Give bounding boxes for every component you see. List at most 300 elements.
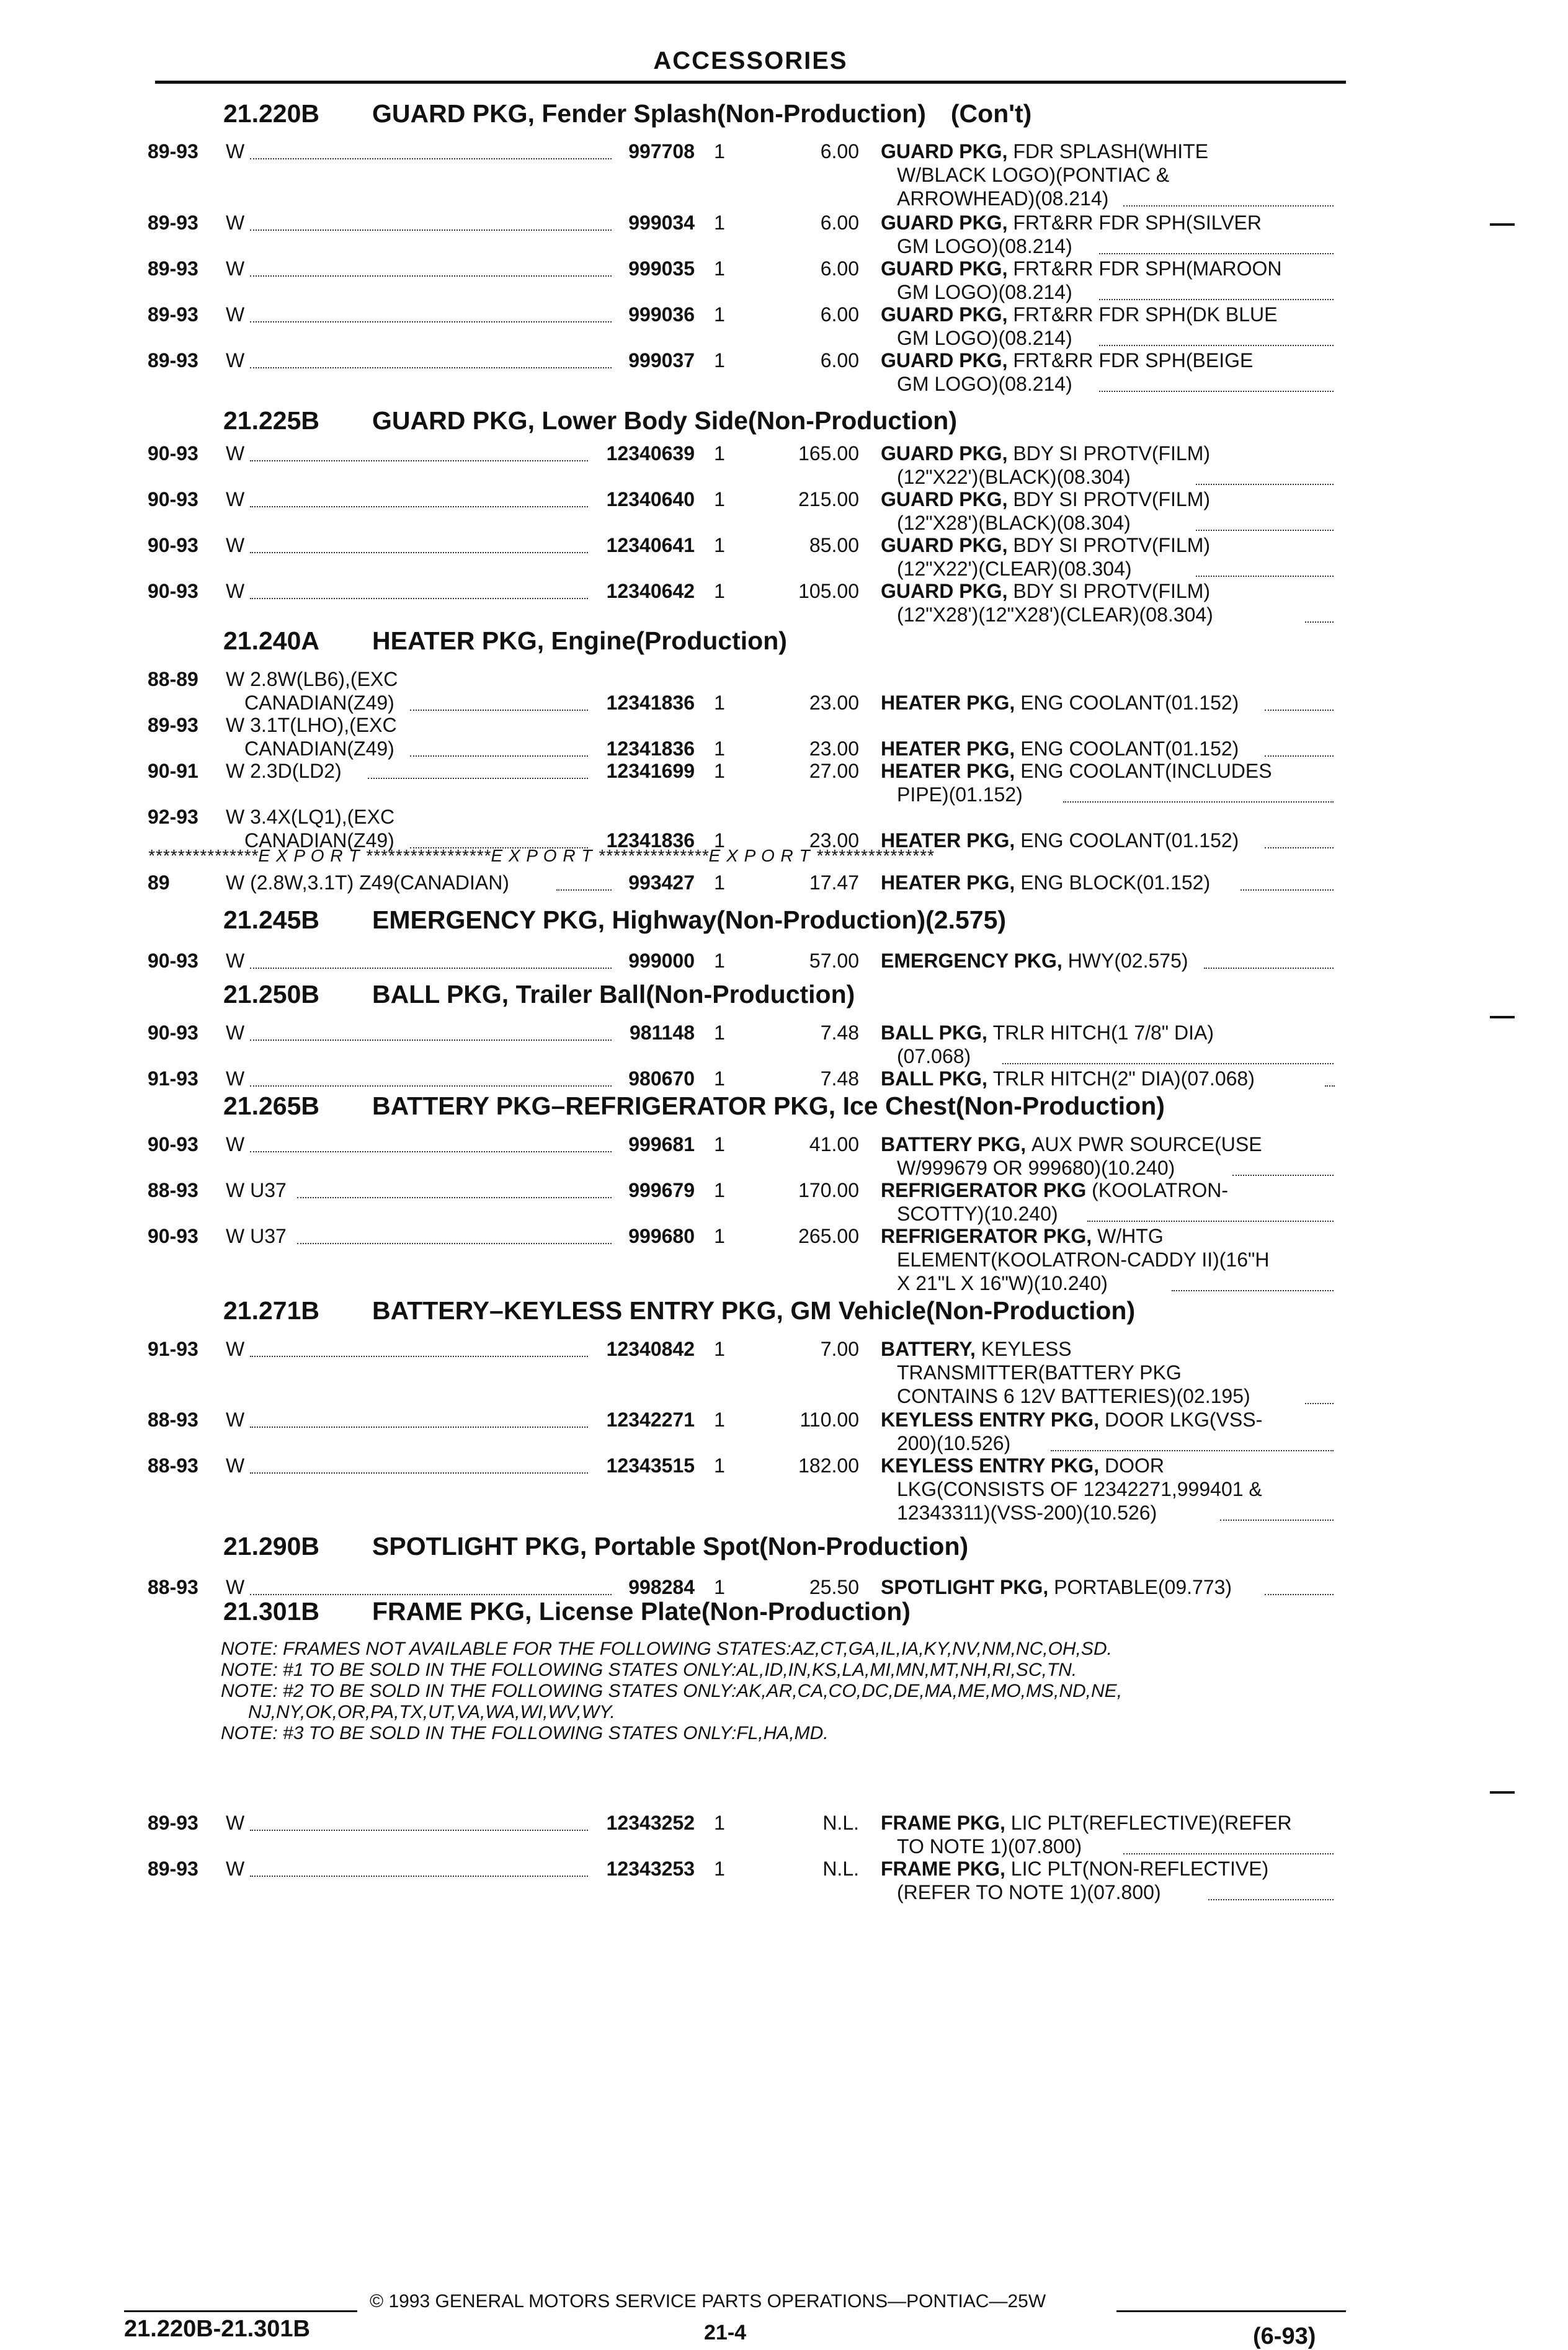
description-continued: 12343311)(VSS-200)(10.526) bbox=[897, 1502, 1157, 1524]
description bbox=[881, 1021, 1214, 1044]
description-keyword: GUARD PKG, bbox=[881, 211, 1013, 234]
application: W 2.8W(LB6),(EXC bbox=[226, 668, 398, 690]
description bbox=[881, 1454, 1164, 1477]
description-keyword: BATTERY, bbox=[881, 1338, 981, 1360]
section-heading bbox=[223, 906, 1006, 935]
description-text: ENG BLOCK(01.152) bbox=[1020, 871, 1211, 894]
description-keyword: GUARD PKG, bbox=[881, 349, 1013, 372]
part-number: 12343515 bbox=[606, 1454, 695, 1477]
note-line: NJ,NY,OK,OR,PA,TX,UT,VA,WA,WI,WV,WY. bbox=[248, 1702, 615, 1722]
quantity: 1 bbox=[714, 1021, 725, 1044]
description-keyword: GUARD PKG, bbox=[881, 303, 1013, 326]
application: W bbox=[226, 1812, 245, 1834]
leader-dots bbox=[250, 598, 588, 599]
section-number: 21.301B bbox=[223, 1597, 320, 1626]
section-heading bbox=[223, 1296, 1135, 1325]
description-continued: GM LOGO)(08.214) bbox=[897, 373, 1072, 395]
description bbox=[881, 871, 1210, 894]
description-keyword: HEATER PKG, bbox=[881, 737, 1021, 760]
section-number: 21.250B bbox=[223, 980, 320, 1008]
application: W bbox=[226, 1409, 245, 1431]
part-number: 998284 bbox=[628, 1576, 695, 1598]
description-keyword: SPOTLIGHT PKG, bbox=[881, 1576, 1054, 1598]
model-years: 89-93 bbox=[148, 257, 198, 280]
part-number: 12343252 bbox=[606, 1812, 695, 1834]
leader-dots bbox=[410, 755, 588, 757]
section-number: 21.265B bbox=[223, 1092, 320, 1120]
part-number: 981148 bbox=[629, 1021, 695, 1044]
section-number: 21.220B bbox=[223, 99, 320, 128]
model-years: 89-93 bbox=[148, 303, 198, 326]
leader-dots-trailing bbox=[1123, 1853, 1334, 1854]
leader-dots bbox=[250, 1426, 588, 1428]
price: 215.00 bbox=[798, 488, 859, 510]
margin-tick-mark bbox=[1490, 1016, 1515, 1018]
price: 7.48 bbox=[820, 1021, 859, 1044]
quantity: 1 bbox=[714, 871, 725, 894]
application: W bbox=[226, 442, 245, 465]
price: 23.00 bbox=[809, 737, 859, 760]
application: W U37 bbox=[226, 1179, 287, 1201]
leader-dots bbox=[250, 275, 612, 277]
description bbox=[881, 349, 1253, 372]
model-years: 88-93 bbox=[148, 1454, 198, 1477]
leader-dots bbox=[250, 1594, 612, 1595]
part-number: 12340842 bbox=[606, 1338, 695, 1360]
model-years: 89-93 bbox=[148, 714, 198, 736]
model-years: 91-93 bbox=[148, 1067, 198, 1090]
leader-dots-trailing bbox=[1172, 1290, 1334, 1291]
price: N.L. bbox=[822, 1812, 859, 1834]
part-number: 999035 bbox=[628, 257, 695, 280]
section-name: HEATER PKG, Engine(Production) bbox=[372, 626, 787, 655]
description-continued: GM LOGO)(08.214) bbox=[897, 327, 1072, 349]
price: 182.00 bbox=[798, 1454, 859, 1477]
section-name: BATTERY PKG–REFRIGERATOR PKG, Ice Chest(Non-Production) bbox=[372, 1092, 1165, 1120]
leader-dots-trailing bbox=[1241, 889, 1334, 891]
part-number: 12341836 bbox=[606, 692, 695, 714]
price: 57.00 bbox=[809, 950, 859, 972]
description-keyword: HEATER PKG, bbox=[881, 760, 1021, 782]
section-heading bbox=[223, 980, 855, 1009]
leader-dots bbox=[368, 778, 588, 779]
leader-dots-trailing bbox=[1196, 530, 1334, 531]
description-keyword: KEYLESS ENTRY PKG, bbox=[881, 1409, 1105, 1431]
leader-dots bbox=[250, 367, 612, 368]
leader-dots bbox=[250, 1356, 588, 1357]
description-keyword: HEATER PKG, bbox=[881, 692, 1021, 714]
description-text: FDR SPLASH(WHITE bbox=[1013, 140, 1209, 162]
price: 6.00 bbox=[820, 349, 859, 372]
leader-dots bbox=[250, 321, 612, 323]
description-continued: (07.068) bbox=[897, 1045, 971, 1067]
leader-dots-trailing bbox=[1063, 801, 1334, 803]
description-continued: TO NOTE 1)(07.800) bbox=[897, 1835, 1082, 1858]
price: 105.00 bbox=[798, 580, 859, 602]
model-years: 90-93 bbox=[148, 1133, 198, 1155]
leader-dots bbox=[556, 889, 612, 891]
footer-rule-left bbox=[124, 2310, 357, 2312]
description-continued: PIPE)(01.152) bbox=[897, 783, 1023, 806]
description-text: ENG COOLANT(01.152) bbox=[1020, 737, 1239, 760]
price: 23.00 bbox=[809, 692, 859, 714]
margin-tick-mark bbox=[1490, 223, 1515, 226]
leader-dots bbox=[250, 1472, 588, 1474]
price: 7.00 bbox=[820, 1338, 859, 1360]
leader-dots-trailing bbox=[1204, 968, 1334, 969]
description bbox=[881, 487, 1210, 511]
description-text: FRT&RR FDR SPH(MAROON bbox=[1013, 257, 1282, 280]
description-keyword: BALL PKG, bbox=[881, 1067, 993, 1090]
description-keyword: BATTERY PKG, bbox=[881, 1133, 1031, 1155]
part-number: 12343253 bbox=[606, 1858, 695, 1880]
description-continued: (12"X22')(CLEAR)(08.304) bbox=[897, 558, 1132, 580]
page-title: ACCESSORIES bbox=[653, 47, 848, 74]
application: W bbox=[226, 349, 245, 372]
application: W bbox=[226, 1021, 245, 1044]
section-heading bbox=[223, 99, 1031, 128]
description bbox=[881, 211, 1262, 234]
quantity: 1 bbox=[714, 349, 725, 372]
description bbox=[881, 1811, 1292, 1835]
application-continued: CANADIAN(Z49) bbox=[244, 692, 394, 714]
leader-dots-trailing bbox=[1208, 1899, 1334, 1900]
section-heading bbox=[223, 1597, 911, 1626]
description-keyword: REFRIGERATOR PKG, bbox=[881, 1225, 1098, 1247]
leader-dots-trailing bbox=[1305, 621, 1334, 623]
description-text: BDY SI PROTV(FILM) bbox=[1013, 442, 1211, 465]
description-continued: 200)(10.526) bbox=[897, 1432, 1011, 1454]
model-years: 89-93 bbox=[148, 140, 198, 162]
leader-dots-trailing bbox=[1265, 710, 1334, 711]
description-continued: (12"X28')(12"X28')(CLEAR)(08.304) bbox=[897, 603, 1213, 626]
section-name: EMERGENCY PKG, Highway(Non-Production)(2.575) bbox=[372, 906, 1007, 934]
description-text: TRLR HITCH(1 7/8" DIA) bbox=[992, 1021, 1214, 1044]
leader-dots-trailing bbox=[1325, 1085, 1335, 1087]
description bbox=[881, 759, 1272, 783]
description-keyword: GUARD PKG, bbox=[881, 140, 1013, 162]
quantity: 1 bbox=[714, 303, 725, 326]
leader-dots-trailing bbox=[1099, 391, 1334, 392]
description bbox=[881, 1575, 1232, 1599]
price: 6.00 bbox=[820, 257, 859, 280]
description-text: FRT&RR FDR SPH(BEIGE bbox=[1013, 349, 1254, 372]
description bbox=[881, 303, 1277, 326]
quantity: 1 bbox=[714, 1067, 725, 1090]
description-continued: (12"X22')(BLACK)(08.304) bbox=[897, 466, 1131, 488]
section-number: 21.245B bbox=[223, 906, 320, 934]
part-number: 999034 bbox=[628, 211, 695, 234]
price: 17.47 bbox=[809, 871, 859, 894]
leader-dots bbox=[250, 158, 612, 159]
part-number: 999681 bbox=[628, 1133, 695, 1155]
description bbox=[881, 579, 1210, 603]
description-continued: LKG(CONSISTS OF 12342271,999401 & bbox=[897, 1478, 1262, 1500]
price: 25.50 bbox=[809, 1576, 859, 1598]
quantity: 1 bbox=[714, 737, 725, 760]
quantity: 1 bbox=[714, 760, 725, 782]
description bbox=[881, 1857, 1268, 1880]
quantity: 1 bbox=[714, 534, 725, 556]
application: W 3.4X(LQ1),(EXC bbox=[226, 806, 395, 828]
note-line: NOTE: #3 TO BE SOLD IN THE FOLLOWING STATES ONLY:FL,HA,MD. bbox=[221, 1723, 829, 1743]
section-heading bbox=[223, 626, 787, 656]
description-text: FRT&RR FDR SPH(DK BLUE bbox=[1013, 303, 1278, 326]
leader-dots bbox=[250, 460, 588, 461]
model-years: 90-93 bbox=[148, 950, 198, 972]
part-number: 12340641 bbox=[606, 534, 695, 556]
leader-dots-trailing bbox=[1051, 1450, 1334, 1451]
description-continued: SCOTTY)(10.240) bbox=[897, 1203, 1058, 1225]
description-text: BDY SI PROTV(FILM) bbox=[1013, 580, 1211, 602]
part-number: 999680 bbox=[628, 1225, 695, 1247]
model-years: 89-93 bbox=[148, 1812, 198, 1834]
description-keyword: FRAME PKG, bbox=[881, 1858, 1011, 1880]
section-number: 21.225B bbox=[223, 406, 320, 435]
application: W bbox=[226, 1576, 245, 1598]
export-banner: ***************E X P O R T *****************E X P O R T ***************E X P O R T **************** bbox=[148, 846, 934, 865]
description-text: LIC PLT(NON-REFLECTIVE) bbox=[1010, 1858, 1269, 1880]
description-text: DOOR bbox=[1104, 1454, 1164, 1477]
description bbox=[881, 1337, 1072, 1361]
model-years: 90-93 bbox=[148, 580, 198, 602]
description-text: BDY SI PROTV(FILM) bbox=[1013, 488, 1211, 510]
description bbox=[881, 691, 1239, 714]
leader-dots-trailing bbox=[1123, 205, 1334, 207]
model-years: 88-93 bbox=[148, 1576, 198, 1598]
model-years: 92-93 bbox=[148, 806, 198, 828]
application: W 3.1T(LHO),(EXC bbox=[226, 714, 397, 736]
section-number: 21.240A bbox=[223, 626, 320, 655]
price: 23.00 bbox=[809, 829, 859, 852]
description-keyword: BALL PKG, bbox=[881, 1021, 993, 1044]
description-text: AUX PWR SOURCE(USE bbox=[1031, 1133, 1262, 1155]
quantity: 1 bbox=[714, 257, 725, 280]
description-text: ENG COOLANT(INCLUDES bbox=[1020, 760, 1272, 782]
description bbox=[881, 140, 1208, 163]
price: 6.00 bbox=[820, 140, 859, 162]
description bbox=[881, 257, 1282, 280]
description-continued: X 21"L X 16"W)(10.240) bbox=[897, 1272, 1108, 1294]
model-years: 89-93 bbox=[148, 211, 198, 234]
quantity: 1 bbox=[714, 580, 725, 602]
leader-dots-trailing bbox=[1265, 755, 1334, 757]
description-keyword: HEATER PKG, bbox=[881, 871, 1021, 894]
description-continued: (REFER TO NOTE 1)(07.800) bbox=[897, 1881, 1161, 1903]
quantity: 1 bbox=[714, 1576, 725, 1598]
description-text: ENG COOLANT(01.152) bbox=[1020, 692, 1239, 714]
quantity: 1 bbox=[714, 692, 725, 714]
leader-dots bbox=[250, 1876, 588, 1877]
leader-dots-trailing bbox=[1196, 576, 1334, 577]
description-text: KEYLESS bbox=[981, 1338, 1072, 1360]
description-keyword: HEATER PKG, bbox=[881, 829, 1021, 852]
part-number: 12341836 bbox=[606, 829, 695, 852]
quantity: 1 bbox=[714, 829, 725, 852]
section-number: 21.290B bbox=[223, 1532, 320, 1560]
model-years: 90-93 bbox=[148, 1225, 198, 1247]
description-text: ENG COOLANT(01.152) bbox=[1020, 829, 1239, 852]
section-name: SPOTLIGHT PKG, Portable Spot(Non-Production) bbox=[372, 1532, 969, 1560]
footer-rule-right bbox=[1116, 2310, 1346, 2312]
leader-dots bbox=[250, 968, 612, 969]
description-continued: TRANSMITTER(BATTERY PKG bbox=[897, 1361, 1182, 1384]
leader-dots-trailing bbox=[1099, 299, 1334, 300]
price: N.L. bbox=[822, 1858, 859, 1880]
model-years: 89-93 bbox=[148, 1858, 198, 1880]
price: 110.00 bbox=[800, 1409, 859, 1431]
footer-section-range: 21.220B-21.301B bbox=[124, 2316, 310, 2342]
leader-dots bbox=[250, 1830, 588, 1831]
leader-dots-trailing bbox=[1099, 345, 1334, 346]
quantity: 1 bbox=[714, 1409, 725, 1431]
leader-dots bbox=[250, 506, 588, 507]
application: W bbox=[226, 950, 245, 972]
model-years: 91-93 bbox=[148, 1338, 198, 1360]
description bbox=[881, 1408, 1262, 1431]
model-years: 89-93 bbox=[148, 349, 198, 372]
description-text: W/HTG bbox=[1097, 1225, 1164, 1247]
model-years: 90-93 bbox=[148, 1021, 198, 1044]
application-continued: CANADIAN(Z49) bbox=[244, 737, 394, 760]
description-text: TRLR HITCH(2" DIA)(07.068) bbox=[992, 1067, 1255, 1090]
price: 7.48 bbox=[820, 1067, 859, 1090]
description bbox=[881, 533, 1210, 557]
part-number: 997708 bbox=[628, 140, 695, 162]
leader-dots bbox=[250, 1085, 612, 1087]
note-line: NOTE: FRAMES NOT AVAILABLE FOR THE FOLLOWING STATES:AZ,CT,GA,IL,IA,KY,NV,NM,NC,OH,SD. bbox=[221, 1639, 1112, 1659]
description bbox=[881, 1133, 1262, 1156]
description-keyword: REFRIGERATOR PKG bbox=[881, 1179, 1092, 1201]
application: W 2.3D(LD2) bbox=[226, 760, 342, 782]
part-number: 12340639 bbox=[606, 442, 695, 465]
description bbox=[881, 1224, 1164, 1248]
leader-dots bbox=[250, 552, 588, 553]
quantity: 1 bbox=[714, 488, 725, 510]
leader-dots-trailing bbox=[1232, 1175, 1334, 1176]
application: W bbox=[226, 1067, 245, 1090]
model-years: 88-89 bbox=[148, 668, 198, 690]
section-heading bbox=[223, 406, 957, 435]
description-keyword: GUARD PKG, bbox=[881, 488, 1013, 510]
description-text: (KOOLATRON- bbox=[1092, 1179, 1229, 1201]
description-text: BDY SI PROTV(FILM) bbox=[1013, 534, 1211, 556]
quantity: 1 bbox=[714, 1454, 725, 1477]
description-continued: (12"X28')(BLACK)(08.304) bbox=[897, 512, 1131, 534]
application: W bbox=[226, 488, 245, 510]
section-heading bbox=[223, 1092, 1165, 1121]
description-text: DOOR LKG(VSS- bbox=[1104, 1409, 1263, 1431]
section-name: GUARD PKG, Fender Splash(Non-Production) bbox=[372, 99, 926, 128]
application: W bbox=[226, 211, 245, 234]
model-years: 89 bbox=[148, 871, 170, 894]
price: 27.00 bbox=[809, 760, 859, 782]
description-text: PORTABLE(09.773) bbox=[1054, 1576, 1232, 1598]
application: W bbox=[226, 1858, 245, 1880]
leader-dots bbox=[410, 710, 588, 711]
quantity: 1 bbox=[714, 211, 725, 234]
section-name: GUARD PKG, Lower Body Side(Non-Production) bbox=[372, 406, 957, 435]
leader-dots-trailing bbox=[1099, 253, 1334, 254]
header-rule bbox=[155, 81, 1346, 84]
leader-dots-trailing bbox=[1087, 1221, 1334, 1222]
price: 170.00 bbox=[798, 1179, 859, 1201]
part-number: 12340642 bbox=[606, 580, 695, 602]
application-continued: CANADIAN(Z49) bbox=[244, 829, 394, 852]
quantity: 1 bbox=[714, 1179, 725, 1201]
description-continued: CONTAINS 6 12V BATTERIES)(02.195) bbox=[897, 1385, 1250, 1407]
leader-dots-trailing bbox=[1220, 1520, 1334, 1521]
quantity: 1 bbox=[714, 442, 725, 465]
application: W (2.8W,3.1T) Z49(CANADIAN) bbox=[226, 871, 509, 894]
application: W bbox=[226, 1454, 245, 1477]
quantity: 1 bbox=[714, 1812, 725, 1834]
description bbox=[881, 949, 1188, 972]
part-number: 12340640 bbox=[606, 488, 695, 510]
model-years: 88-93 bbox=[148, 1409, 198, 1431]
application: W bbox=[226, 257, 245, 280]
leader-dots-trailing bbox=[1265, 847, 1334, 848]
description-continued: GM LOGO)(08.214) bbox=[897, 235, 1072, 257]
leader-dots-trailing bbox=[1265, 1594, 1334, 1595]
quantity: 1 bbox=[714, 1858, 725, 1880]
description-continued: W/999679 OR 999680)(10.240) bbox=[897, 1157, 1175, 1179]
price: 165.00 bbox=[798, 442, 859, 465]
description bbox=[881, 1178, 1228, 1202]
model-years: 90-93 bbox=[148, 534, 198, 556]
description-text: HWY(02.575) bbox=[1067, 950, 1188, 972]
description-continued: W/BLACK LOGO)(PONTIAC & bbox=[897, 164, 1170, 186]
part-number: 12341836 bbox=[606, 737, 695, 760]
footer-revision-date: (6-93) bbox=[1253, 2323, 1316, 2349]
description-continued: GM LOGO)(08.214) bbox=[897, 281, 1072, 303]
model-years: 88-93 bbox=[148, 1179, 198, 1201]
description-continued: ARROWHEAD)(08.214) bbox=[897, 187, 1109, 210]
application: W bbox=[226, 1133, 245, 1155]
margin-tick-mark bbox=[1490, 1791, 1515, 1794]
price: 85.00 bbox=[809, 534, 859, 556]
description bbox=[881, 442, 1210, 465]
leader-dots bbox=[297, 1243, 612, 1244]
description bbox=[881, 1067, 1255, 1090]
part-number: 999037 bbox=[628, 349, 695, 372]
price: 41.00 bbox=[809, 1133, 859, 1155]
part-number: 999036 bbox=[628, 303, 695, 326]
description-keyword: GUARD PKG, bbox=[881, 442, 1013, 465]
description-keyword: GUARD PKG, bbox=[881, 580, 1013, 602]
section-continued-label: (Con't) bbox=[950, 99, 1032, 128]
part-number: 980670 bbox=[628, 1067, 695, 1090]
description-text: FRT&RR FDR SPH(SILVER bbox=[1013, 211, 1262, 234]
quantity: 1 bbox=[714, 1338, 725, 1360]
part-number: 993427 bbox=[628, 871, 695, 894]
quantity: 1 bbox=[714, 1133, 725, 1155]
section-heading bbox=[223, 1532, 968, 1561]
section-name: BATTERY–KEYLESS ENTRY PKG, GM Vehicle(Non-Production) bbox=[372, 1296, 1136, 1325]
footer-page-number: 21-4 bbox=[704, 2321, 747, 2344]
quantity: 1 bbox=[714, 1225, 725, 1247]
leader-dots bbox=[250, 1039, 612, 1041]
part-number: 12341699 bbox=[606, 760, 695, 782]
footer-copyright: © 1993 GENERAL MOTORS SERVICE PARTS OPERATIONS—PONTIAC—25W bbox=[370, 2291, 1046, 2312]
application: W bbox=[226, 303, 245, 326]
description-text: LIC PLT(REFLECTIVE)(REFER bbox=[1010, 1812, 1292, 1834]
part-number: 999679 bbox=[628, 1179, 695, 1201]
leader-dots-trailing bbox=[1196, 484, 1334, 485]
part-number: 12342271 bbox=[606, 1409, 695, 1431]
leader-dots-trailing bbox=[1305, 1403, 1334, 1404]
application: W bbox=[226, 534, 245, 556]
